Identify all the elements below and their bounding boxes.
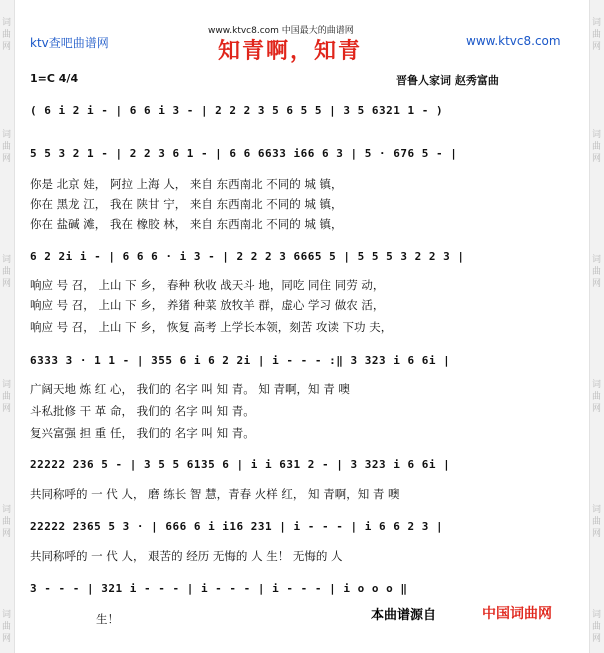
watermark-glyph: 网 xyxy=(592,279,602,289)
watermark-glyph: 曲 xyxy=(592,622,602,632)
watermark-glyph: 词 xyxy=(2,380,12,390)
notation-line: 5 5 3 2 1 - | 2 2 3 6 1 - | 6 6 6633 i66 6 3 | 5 · 676 5 - | xyxy=(30,147,458,160)
watermark-glyph: 曲 xyxy=(592,517,602,527)
lyric-line: 你在 盐碱 滩， 我在 橡胶 林， 来自 东西南北 不同的 城 镇， xyxy=(30,217,343,231)
notation-line: 6333 3 · 1 1 - | 355 6 i 6 2 2i | i - - - :‖ 3 323 i 6 6i | xyxy=(30,354,451,367)
site-url-right[interactable]: www.ktvc8.com xyxy=(466,34,561,48)
source-site-link[interactable]: 中国词曲网 xyxy=(482,606,552,622)
lyric-line: 广阔天地 炼 红 心， 我们的 名字 叫 知 青。 知 青啊，知 青 噢 xyxy=(30,382,350,396)
watermark-glyph: 曲 xyxy=(2,30,12,40)
watermark-glyph: 词 xyxy=(2,130,12,140)
lyric-line: 斗私批修 干 革 命， 我们的 名字 叫 知 青。 xyxy=(30,404,255,418)
watermark-glyph: 网 xyxy=(592,154,602,164)
watermark-glyph: 曲 xyxy=(2,622,12,632)
lyric-line: 生！ xyxy=(96,612,119,626)
right-margin-strip xyxy=(589,0,604,653)
lyric-line: 共同称呼的 一 代 人， 磨 练长 智 慧，青春 火样 红， 知 青啊，知 青 噢 xyxy=(30,487,400,501)
notation-line: 22222 2365 5 3 · | 666 6 i i16 231 | i - - - | i 6 6 2 3 | xyxy=(30,520,444,533)
source-label: 本曲谱源自 xyxy=(371,608,437,623)
lyric-line: 响应 号 召， 上山 下 乡， 恢复 高考 上学长本领，刻苦 攻读 下功 夫， xyxy=(30,320,393,334)
watermark-glyph: 曲 xyxy=(2,517,12,527)
watermark-glyph: 词 xyxy=(592,505,602,515)
song-title: 知青啊，知青 xyxy=(218,38,363,64)
credits: 晋鲁人家词 赵秀富曲 xyxy=(396,74,499,87)
watermark-glyph: 词 xyxy=(592,380,602,390)
watermark-glyph: 曲 xyxy=(592,267,602,277)
notation-line: 3 - - - | 321 i - - - | i - - - | i - - - | i o o o ‖ xyxy=(30,582,408,595)
lyric-line: 共同称呼的 一 代 人， 艰苦的 经历 无悔的 人 生！ 无悔的 人 xyxy=(30,549,343,563)
watermark-glyph: 网 xyxy=(2,279,12,289)
lyric-line: 响应 号 召， 上山 下 乡， 春种 秋收 战天斗 地，同吃 同住 同劳 动， xyxy=(30,278,385,292)
watermark-glyph: 词 xyxy=(592,255,602,265)
watermark-glyph: 词 xyxy=(592,18,602,28)
lyric-line: 响应 号 召， 上山 下 乡， 养猪 种菜 放牧羊 群，虚心 学习 做农 活， xyxy=(30,298,385,312)
watermark-glyph: 网 xyxy=(2,529,12,539)
lyric-line: 你是 北京 娃， 阿拉 上海 人， 来自 东西南北 不同的 城 镇， xyxy=(30,177,343,191)
watermark-glyph: 网 xyxy=(592,634,602,644)
lyric-line: 你在 黑龙 江， 我在 陕甘 宁， 来自 东西南北 不同的 城 镇， xyxy=(30,197,343,211)
watermark-glyph: 曲 xyxy=(592,392,602,402)
watermark-glyph: 网 xyxy=(2,42,12,52)
watermark-glyph: 曲 xyxy=(2,142,12,152)
watermark-glyph: 词 xyxy=(592,610,602,620)
notation-line: ( 6 i 2 i - | 6 6 i 3 - | 2 2 2 3 5 6 5 5 | 3 5 6321 1 - ) xyxy=(30,104,444,117)
watermark-glyph: 词 xyxy=(2,18,12,28)
left-margin-strip xyxy=(0,0,15,653)
notation-line: 22222 236 5 - | 3 5 5 6135 6 | i i 631 2 - | 3 323 i 6 6i | xyxy=(30,458,451,471)
watermark-glyph: 曲 xyxy=(2,392,12,402)
watermark-glyph: 网 xyxy=(2,634,12,644)
site-name-left[interactable]: ktv查吧曲谱网 xyxy=(30,36,109,50)
watermark-glyph: 词 xyxy=(2,610,12,620)
watermark-glyph: 词 xyxy=(2,255,12,265)
site-url-center[interactable]: www.ktvc8.com 中国最大的曲谱网 xyxy=(208,26,354,36)
watermark-glyph: 网 xyxy=(592,42,602,52)
lyric-line: 复兴富强 担 重 任， 我们的 名字 叫 知 青。 xyxy=(30,426,255,440)
watermark-glyph: 网 xyxy=(2,154,12,164)
notation-line: 6 2 2i i - | 6 6 6 · i 3 - | 2 2 2 3 6665 5 | 5 5 5 3 2 2 3 | xyxy=(30,250,465,263)
watermark-glyph: 词 xyxy=(2,505,12,515)
watermark-glyph: 网 xyxy=(592,529,602,539)
key-time-signature: 1=C 4/4 xyxy=(30,72,79,85)
watermark-glyph: 曲 xyxy=(592,30,602,40)
watermark-glyph: 网 xyxy=(592,404,602,414)
watermark-glyph: 词 xyxy=(592,130,602,140)
watermark-glyph: 网 xyxy=(2,404,12,414)
watermark-glyph: 曲 xyxy=(592,142,602,152)
watermark-glyph: 曲 xyxy=(2,267,12,277)
